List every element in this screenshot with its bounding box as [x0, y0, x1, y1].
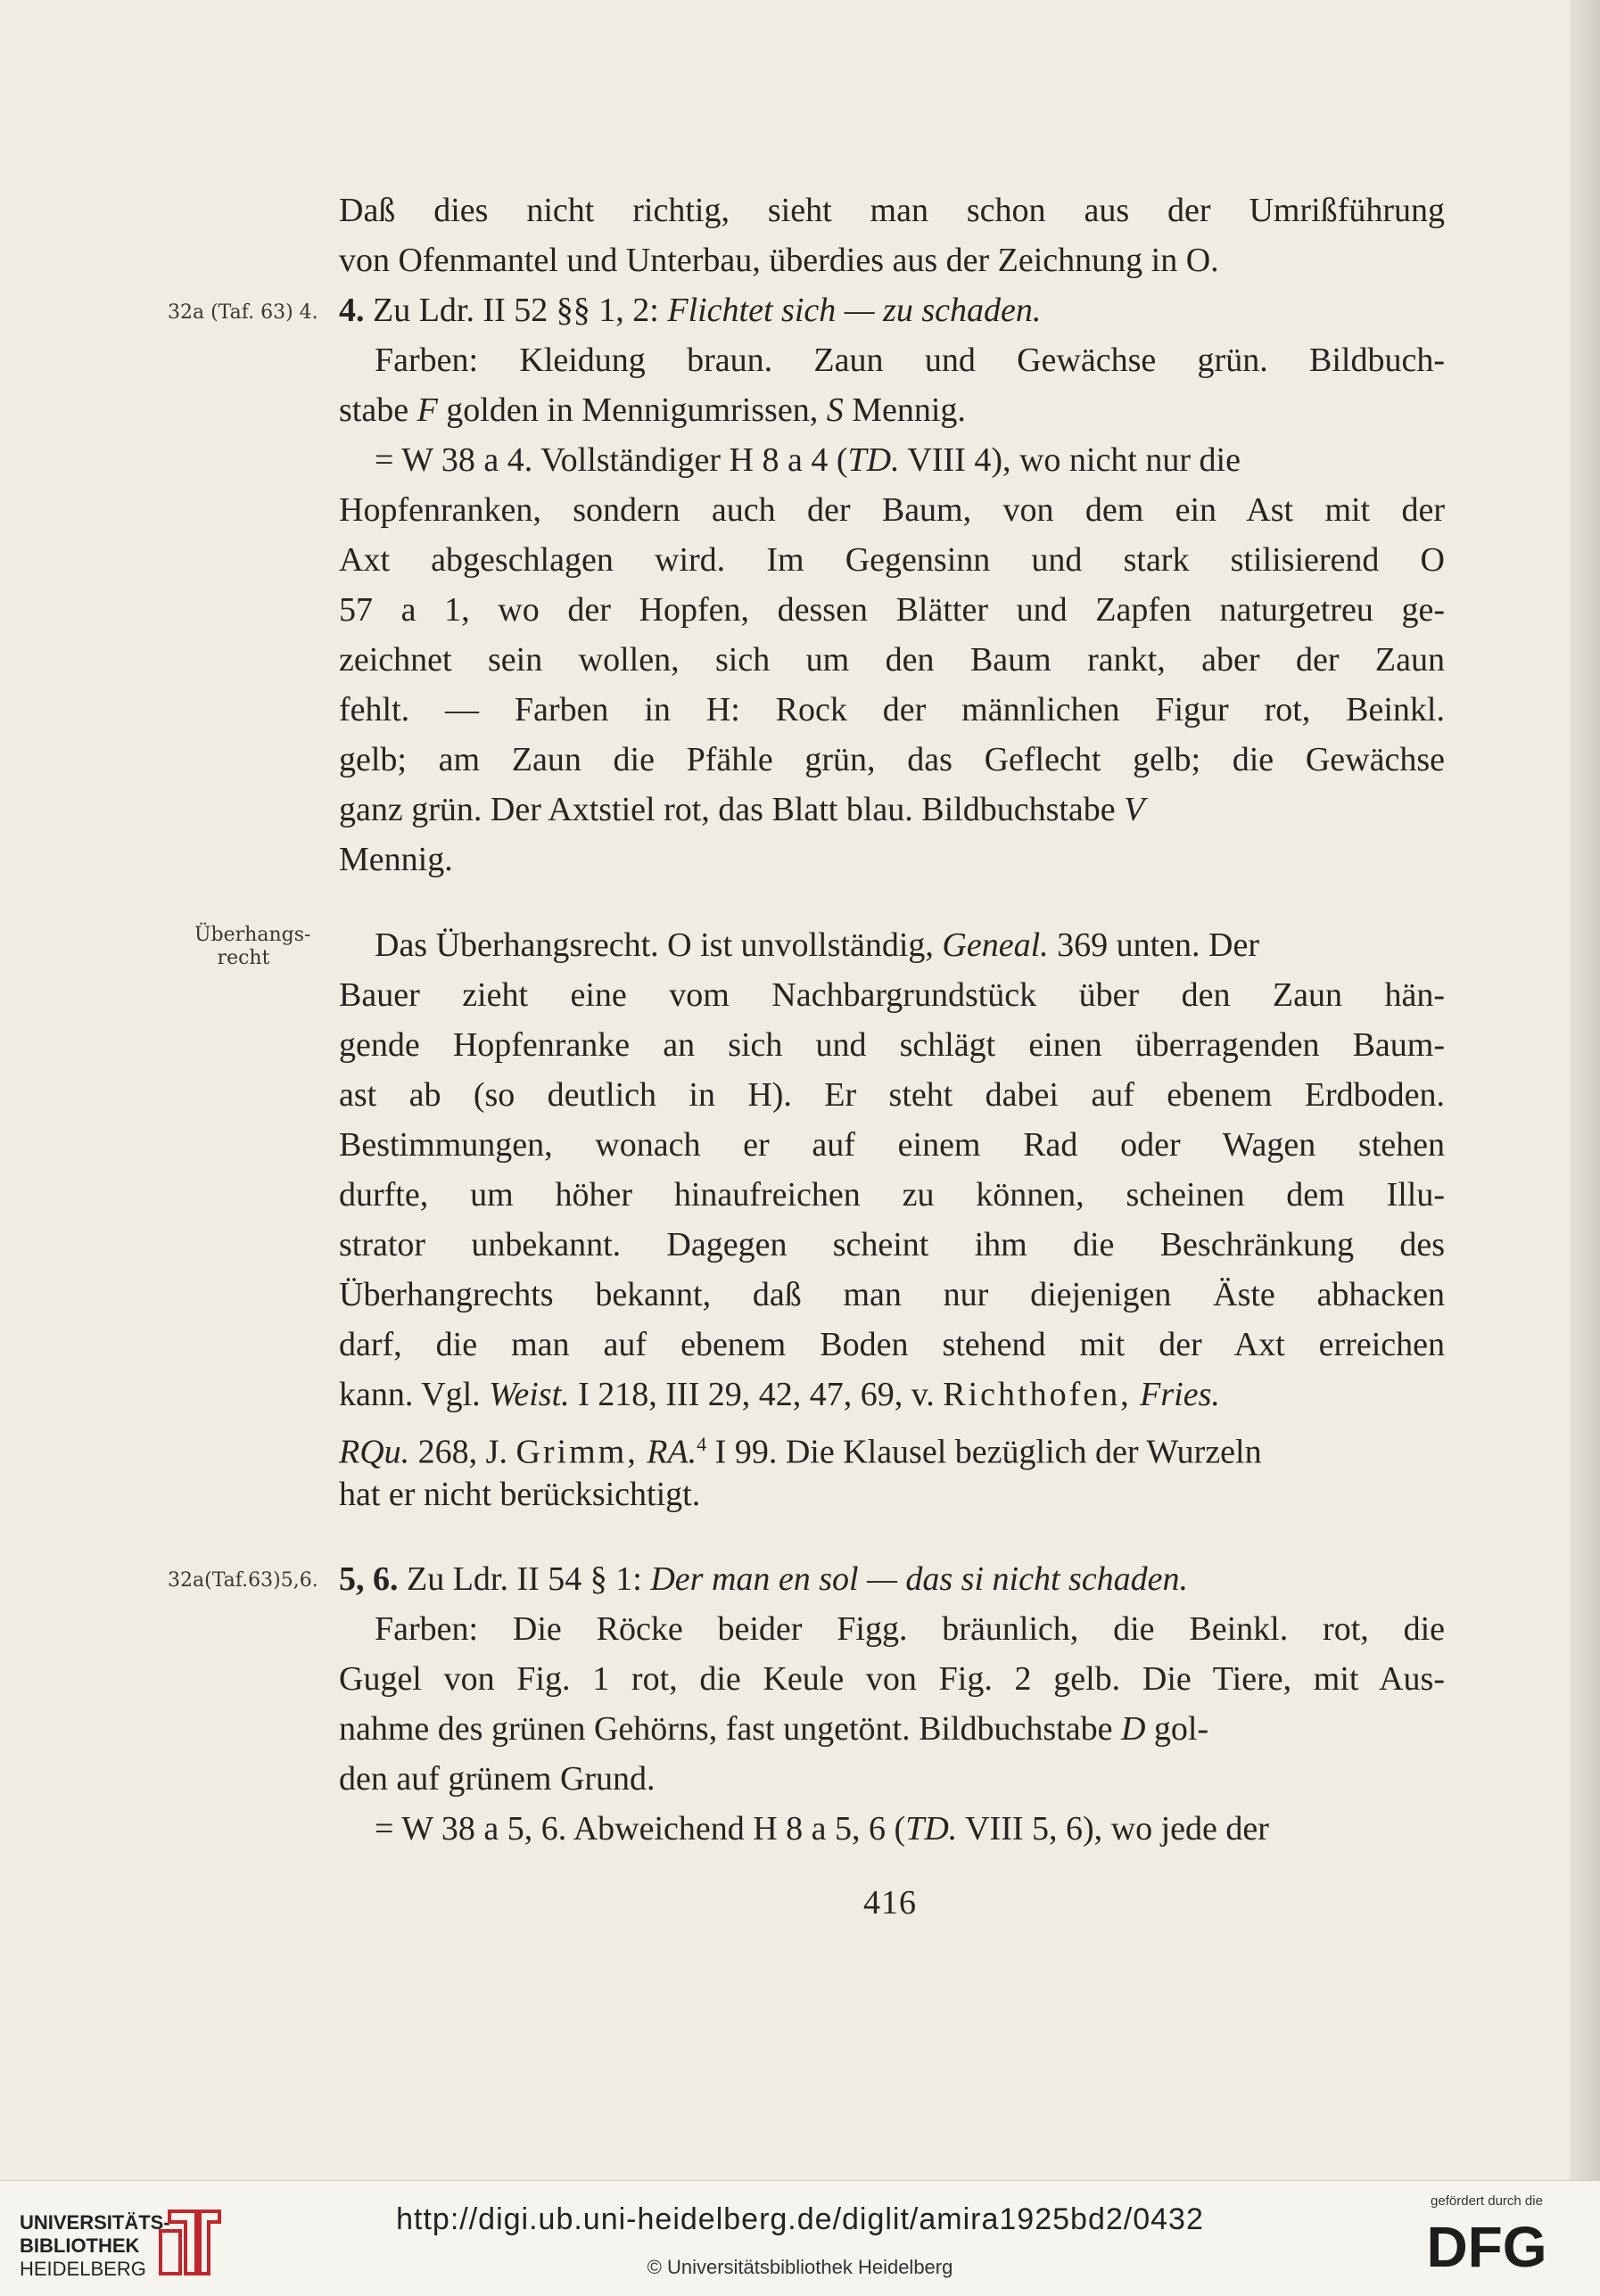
text-line: Farben: Die Röcke beider Figg. bräunlich, die Beinkl. rot, die	[375, 1610, 1445, 1648]
dfg-logo	[1420, 2215, 1554, 2275]
text-line: nahme des grünen Gehörns, fast ungetönt. Bildbuchstabe D gol-	[339, 1710, 1209, 1748]
text-line: gelb; am Zaun die Pfähle grün, das Geflecht gelb; die Gewächse	[339, 741, 1445, 778]
text-line: Das Überhangsrecht. O ist unvollständig, Geneal. 369 unten. Der	[375, 926, 1260, 964]
section-5-6-heading: 5, 6. Zu Ldr. II 54 § 1: Der man en sol — das si nicht schaden.	[339, 1560, 1189, 1598]
text-line: kann. Vgl. Weist. I 218, III 29, 42, 47, 69, v. Richthofen, Fries.	[339, 1376, 1220, 1413]
margin-topic-overhang: Überhangs- recht	[194, 924, 311, 969]
funding-note: gefördert durch die	[1431, 2193, 1543, 2209]
text-line: 57 a 1, wo der Hopfen, dessen Blätter und Zapfen naturgetreu ge-	[339, 591, 1445, 629]
text-line: Mennig.	[339, 841, 453, 878]
overhang-paragraph	[339, 920, 1445, 1519]
text-line: Hopfenranken, sondern auch der Baum, von dem ein Ast mit der	[339, 491, 1445, 529]
text-line: Gugel von Fig. 1 rot, die Keule von Fig. 2 gelb. Die Tiere, mit Aus-	[339, 1660, 1445, 1698]
text-line: = W 38 a 5, 6. Abweichend H 8 a 5, 6 (TD. VIII 5, 6), wo jede der	[375, 1810, 1269, 1847]
text-line: Axt abgeschlagen wird. Im Gegensinn und stark stilisierend O	[339, 541, 1445, 579]
library-logo: UNIVERSITÄTS- BIBLIOTHEK HEIDELBERG	[20, 2201, 252, 2281]
permalink-url[interactable]: http://digi.ub.uni-heidelberg.de/diglit/amira1925bd2/0432	[396, 2202, 1204, 2236]
dfg-logo-text: DFG	[1426, 2215, 1547, 2275]
page-number: 416	[863, 1884, 917, 1922]
text-line: Überhangrechts bekannt, daß man nur diejenigen Äste abhacken	[339, 1276, 1445, 1313]
text-line: durfte, um höher hinaufreichen zu können, scheinen dem Illu-	[339, 1176, 1445, 1214]
text-line: gende Hopfenranke an sich und schlägt einen überragenden Baum-	[339, 1026, 1445, 1064]
paragraph-continuation	[339, 185, 1445, 285]
text-line: zeichnet sein wollen, sich um den Baum rankt, aber der Zaun	[339, 641, 1445, 679]
text-line: Bauer zieht eine vom Nachbargrundstück über den Zaun hän-	[339, 976, 1445, 1014]
margin-reference-5-6: 32a(Taf.63)5,6.	[168, 1569, 318, 1592]
section-4-heading: 4. Zu Ldr. II 52 §§ 1, 2: Flichtet sich — zu schaden.	[339, 292, 1042, 329]
text-line: stabe F golden in Mennigumrissen, S Mennig.	[339, 391, 966, 429]
text-line: hat er nicht berücksichtigt.	[339, 1476, 701, 1513]
text-line: = W 38 a 4. Vollständiger H 8 a 4 (TD. VIII 4), wo nicht nur die	[375, 441, 1241, 479]
text-line: ganz grün. Der Axtstiel rot, das Blatt blau. Bildbuchstabe V	[339, 791, 1145, 828]
text-line: Bestimmungen, wonach er auf einem Rad oder Wagen stehen	[339, 1126, 1445, 1164]
text-line: den auf grünem Grund.	[339, 1760, 656, 1798]
page-edge	[1570, 0, 1600, 2180]
text-line: strator unbekannt. Dagegen scheint ihm die Beschränkung des	[339, 1226, 1445, 1263]
digitization-footer	[0, 2180, 1600, 2296]
text-line: darf, die man auf ebenem Boden stehend mit der Axt erreichen	[339, 1326, 1445, 1363]
section-4	[339, 285, 1445, 885]
text-line: von Ofenmantel und Unterbau, überdies aus der Zeichnung in O.	[339, 242, 1219, 279]
section-5-6	[339, 1554, 1445, 1854]
text-line: ast ab (so deutlich in H). Er steht dabei auf ebenem Erdboden.	[339, 1076, 1445, 1114]
text-line: RQu. 268, J. Grimm, RA.$^4$ I 99. Die Klausel bezüglich der Wurzeln	[339, 1433, 1262, 1471]
copyright-notice: © Universitätsbibliothek Heidelberg	[647, 2256, 953, 2278]
text-line: Farben: Kleidung braun. Zaun und Gewächse grün. Bildbuch-	[375, 342, 1445, 379]
margin-reference-4: 32a (Taf. 63) 4.	[168, 301, 318, 324]
text-line: fehlt. — Farben in H: Rock der männlichen Figur rot, Beinkl.	[339, 691, 1445, 728]
text-line: Daß dies nicht richtig, sieht man schon aus der Umrißführung	[339, 192, 1445, 229]
